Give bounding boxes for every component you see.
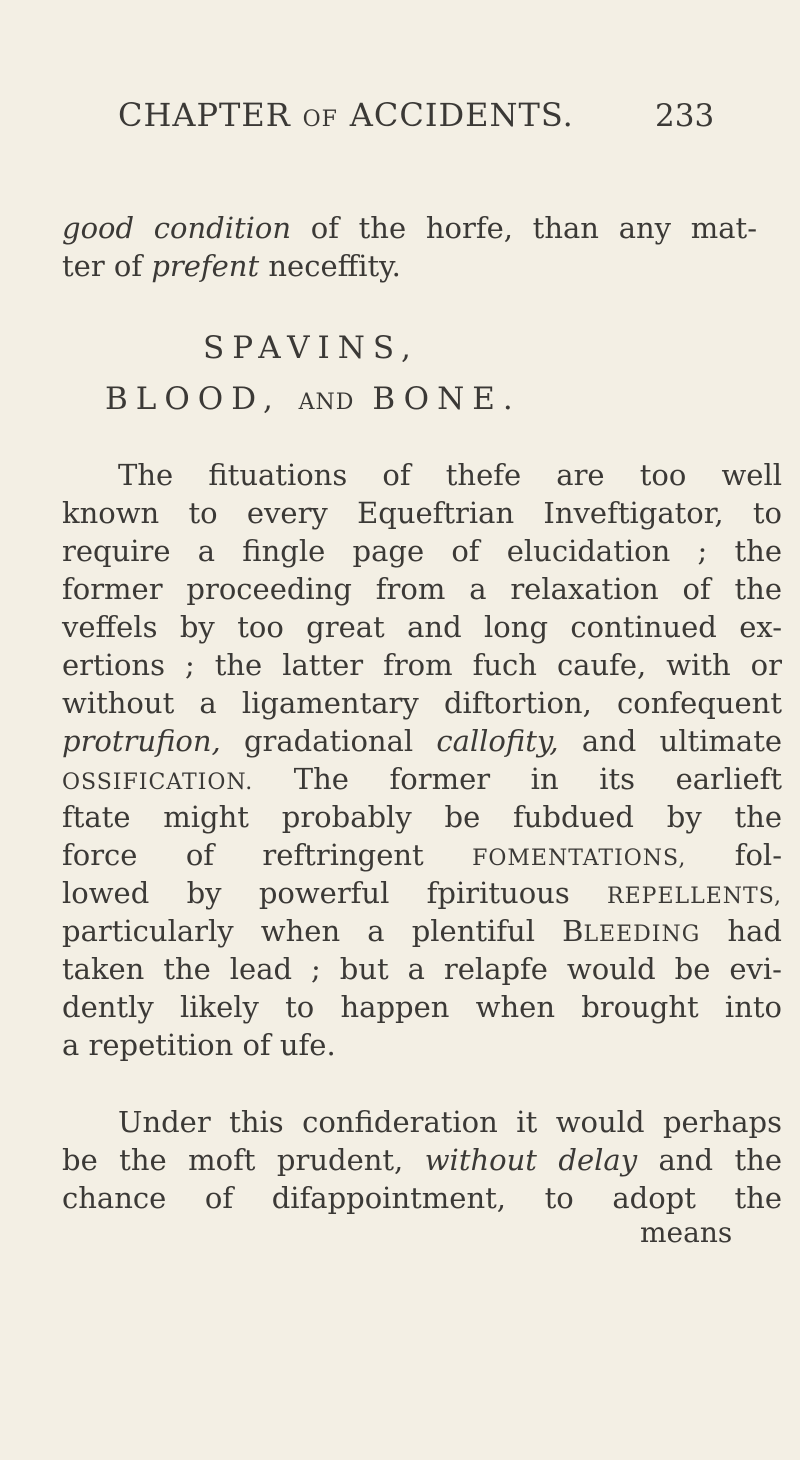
running-title-part1: CHAPTER — [118, 96, 291, 134]
p1-line-8 — [62, 724, 782, 758]
p1-line-13 — [62, 914, 782, 952]
p1-line-6: ertions ; the latter from fuch caufe, with or — [62, 648, 782, 682]
p2-line-1 — [118, 1104, 782, 1140]
running-title — [118, 95, 574, 135]
p2-text-1: Under this confideration it would perhaps — [118, 1105, 782, 1139]
p1-ossification: OSSIFICATION. — [62, 770, 254, 795]
heading-and: AND — [298, 390, 355, 415]
section-heading-line-2 — [105, 381, 800, 417]
running-title-of: OF — [302, 107, 338, 132]
p1-line-4: former proceeding from a relaxation of the — [62, 572, 782, 606]
intro-line-2 — [62, 248, 782, 284]
p1-line-2: known to every Equeftrian Inveftigator, to — [62, 496, 782, 530]
p2-line-3 — [62, 1180, 782, 1216]
p2-line-2 — [62, 1142, 782, 1178]
p1-text-12a: lowed by powerful fpirituous — [62, 876, 608, 910]
section-heading-line-1: SPAVINS, — [203, 330, 419, 366]
p1-text-13a: particularly when a plentiful B — [62, 914, 584, 948]
p1-italic-callosity: callofity, — [436, 724, 559, 758]
intro-italic-1: good condition — [62, 211, 292, 245]
p2-text-3: chance of difappointment, to adopt the — [62, 1181, 782, 1215]
p1-line-5: veffels by too great and long continued ex- — [62, 610, 782, 644]
p1-text-11a: force of reftringent — [62, 838, 473, 872]
p1-text-9: The former in its earlieft — [253, 762, 782, 796]
p1-line-16: a repetition of ufe. — [62, 1028, 336, 1062]
running-head — [0, 95, 800, 145]
intro-italic-2: prefent — [151, 249, 260, 283]
intro-text-2a: ter of — [62, 249, 152, 283]
p1-line-12 — [62, 876, 782, 914]
p1-fomentations: FOMENTATIONS, — [472, 846, 687, 871]
p1-bleeding: LEEDING — [583, 922, 701, 947]
p1-line-11 — [62, 838, 782, 876]
p1-line-14: taken the lead ; but a relapfe would be evi- — [62, 952, 782, 986]
p1-line-10: ftate might probably be fubdued by the — [62, 800, 782, 834]
intro-text-2b: neceffity. — [259, 249, 401, 283]
page-number: 233 — [655, 98, 715, 134]
p1-line-7: without a ligamentary diftortion, confequent — [62, 686, 782, 720]
catchword: means — [640, 1216, 733, 1249]
running-title-part2: ACCIDENTS. — [349, 96, 574, 134]
p2-italic-without-delay: without delay — [424, 1143, 638, 1177]
p1-text-8e: and ultimate — [558, 724, 783, 758]
p2-text-2a: be the moft prudent, — [62, 1143, 425, 1177]
p1-line-3: require a fingle page of elucidation ; the — [62, 534, 782, 568]
p2-text-2b: and the — [637, 1143, 782, 1177]
p1-line-9 — [62, 762, 782, 800]
intro-line-1 — [62, 210, 757, 246]
p1-italic-protrusion: protrufion, — [62, 724, 221, 758]
p1-text-8m: gradational — [220, 724, 437, 758]
heading-bone: BONE. — [372, 381, 521, 417]
p1-line-1: The fituations of thefe are too well — [118, 458, 782, 492]
p1-line-15: dently likely to happen when brought into — [62, 990, 782, 1024]
heading-blood: BLOOD, — [105, 381, 281, 417]
p1-repellents: REPELLENTS, — [607, 884, 782, 909]
intro-text-1: of the horfe, than any mat- — [291, 211, 757, 245]
p1-text-13b: had — [700, 914, 782, 948]
p1-text-11b: fol- — [686, 838, 782, 872]
